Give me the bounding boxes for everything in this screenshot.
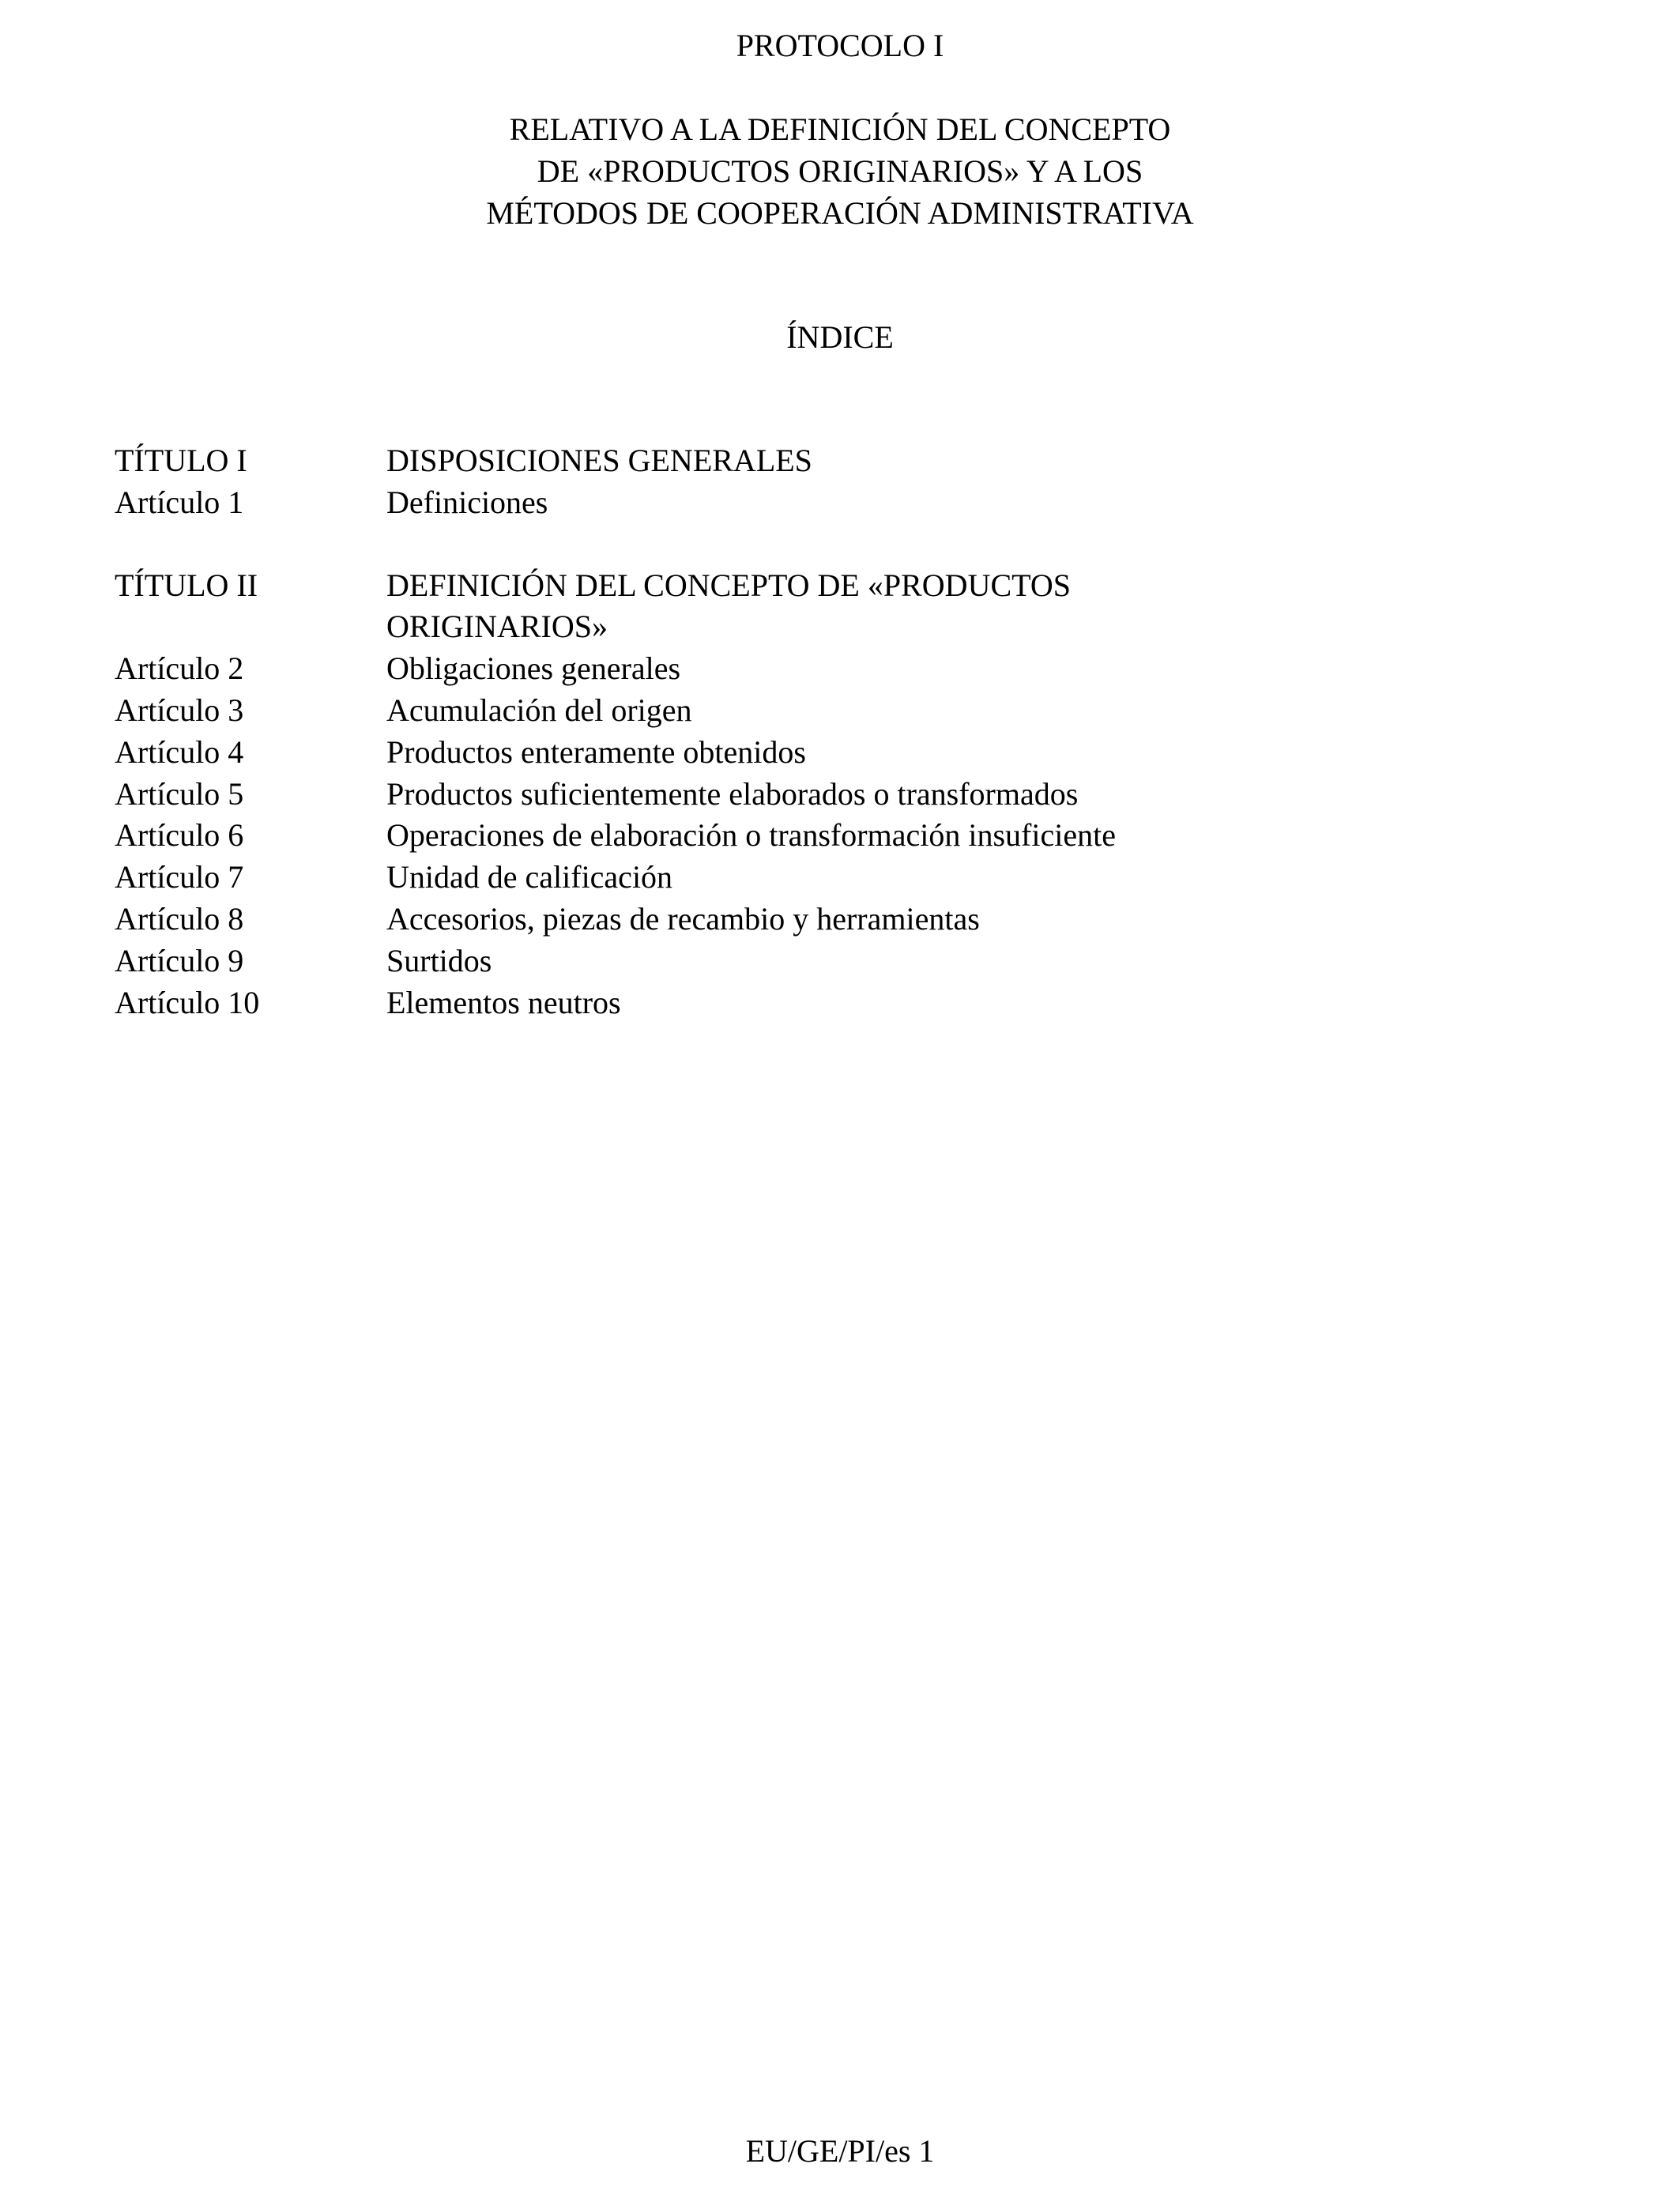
toc-title: Obligaciones generales [386, 650, 681, 687]
subtitle-line-1: RELATIVO A LA DEFINICIÓN DEL CONCEPTO [509, 111, 1171, 147]
toc-label: Artículo 3 [115, 692, 244, 728]
toc-row-titulo-1 [115, 440, 1569, 482]
subtitle-line-2: DE «PRODUCTOS ORIGINARIOS» Y A LOS [537, 153, 1143, 189]
toc-label: Artículo 8 [115, 900, 244, 937]
protocol-title: PROTOCOLO I [736, 28, 944, 63]
page-footer-reference: EU/GE/PI/es 1 [745, 2133, 935, 2169]
toc-label: TÍTULO II [115, 567, 258, 603]
toc-title: Definiciones [386, 484, 548, 520]
toc-label: Artículo 9 [115, 942, 244, 978]
toc-title: Productos enteramente obtenidos [386, 733, 806, 770]
table-of-contents [115, 440, 1569, 1023]
toc-row-articulo-10 [115, 982, 1569, 1024]
toc-label: Artículo 10 [115, 984, 260, 1020]
toc-row-articulo-6 [115, 815, 1569, 857]
toc-row-articulo-1 [115, 482, 1569, 524]
toc-title: Unidad de calificación [386, 859, 673, 895]
index-heading: ÍNDICE [786, 319, 894, 355]
toc-row-articulo-7 [115, 857, 1569, 899]
toc-row-articulo-3 [115, 690, 1569, 732]
toc-row-titulo-2 [115, 565, 1569, 649]
toc-label: Artículo 6 [115, 817, 244, 854]
toc-title: Surtidos [386, 942, 492, 978]
toc-row-articulo-8 [115, 899, 1569, 941]
toc-label: Artículo 2 [115, 650, 244, 687]
toc-title: Operaciones de elaboración o transformación insuficiente [386, 817, 1116, 854]
toc-title: DISPOSICIONES GENERALES [386, 443, 812, 478]
toc-row-articulo-4 [115, 732, 1569, 774]
toc-label: Artículo 1 [115, 484, 244, 520]
toc-label: TÍTULO I [115, 443, 247, 478]
toc-row-articulo-5 [115, 774, 1569, 816]
toc-title: Productos suficientemente elaborados o transformados [386, 775, 1079, 812]
toc-title: DEFINICIÓN DEL CONCEPTO DE «PRODUCTOS ORIGINARIOS» [386, 567, 1071, 645]
toc-row-articulo-9 [115, 941, 1569, 982]
toc-label: Artículo 5 [115, 775, 244, 812]
toc-label: Artículo 4 [115, 733, 244, 770]
subtitle-line-3: MÉTODOS DE COOPERACIÓN ADMINISTRATIVA [486, 195, 1194, 231]
toc-title: Acumulación del origen [386, 692, 692, 728]
toc-row-articulo-2 [115, 648, 1569, 690]
toc-title: Accesorios, piezas de recambio y herramientas [386, 900, 980, 937]
toc-label: Artículo 7 [115, 859, 244, 895]
toc-title: Elementos neutros [386, 984, 621, 1020]
